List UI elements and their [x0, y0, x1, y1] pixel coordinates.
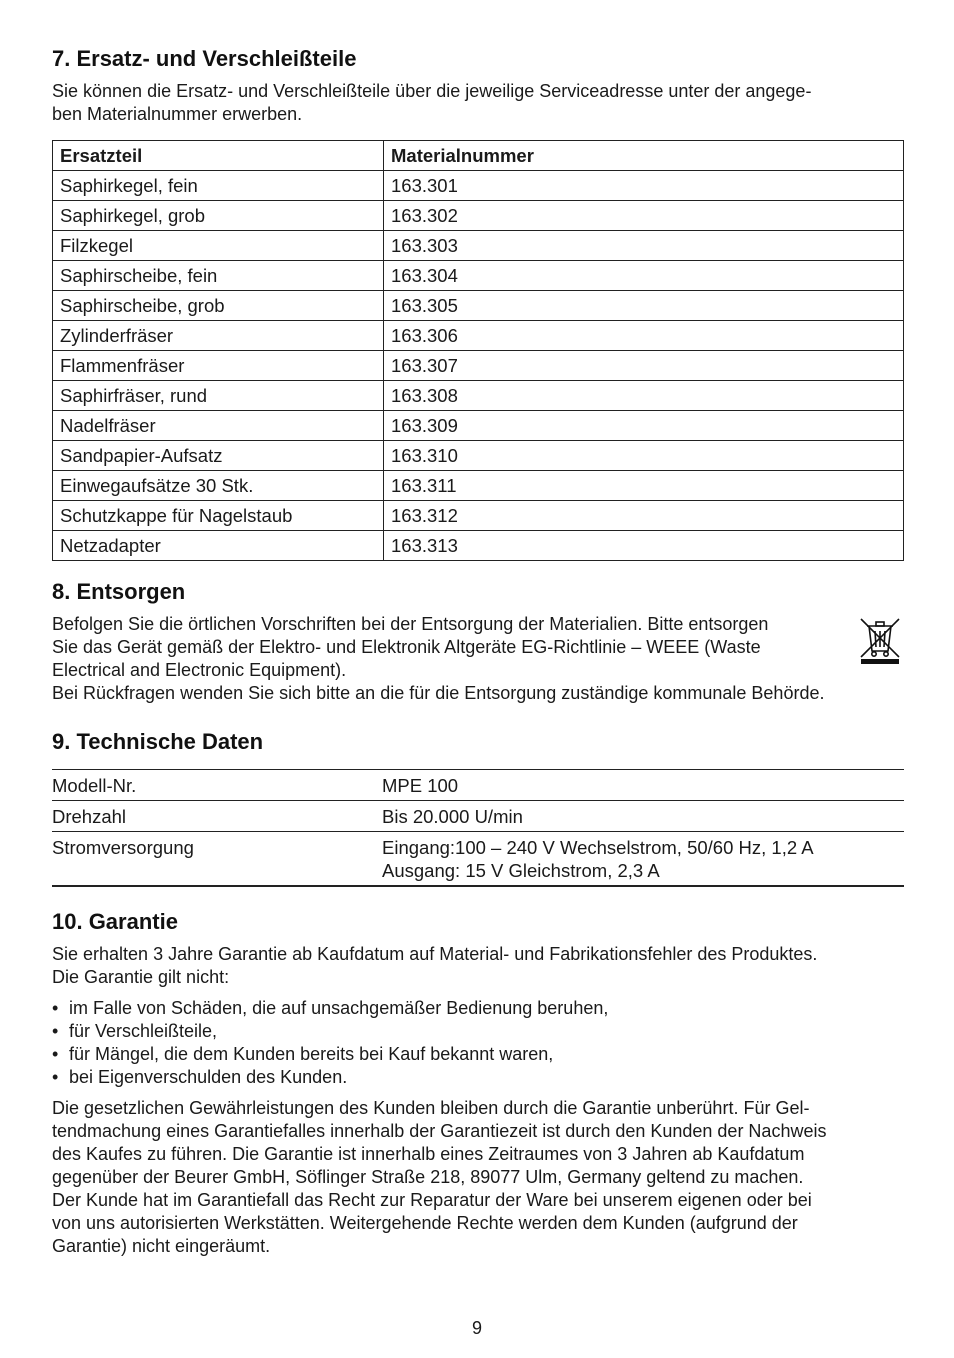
section-heading-warranty: 10. Garantie [52, 909, 178, 934]
table-row [53, 531, 904, 561]
spec-key: Modell-Nr. [52, 775, 137, 796]
cell-part: Filzkegel [53, 231, 384, 261]
warranty-paragraph [52, 1097, 904, 1258]
technical-data-table [52, 769, 904, 887]
warranty-intro-line: Die Garantie gilt nicht: [52, 967, 230, 987]
cell-part: Schutzkappe für Nagelstaub [53, 501, 384, 531]
paragraph-line: gegenüber der Beurer GmbH, Söflinger Straße 218, 89077 Ulm, Germany geltend zu machen. [52, 1167, 804, 1187]
cell-number: 163.304 [384, 261, 904, 291]
weee-crossed-bin-icon [858, 617, 902, 665]
section-technical-data [52, 727, 904, 887]
spec-value: MPE 100 [382, 775, 459, 796]
section-spare-parts [52, 44, 904, 561]
spare-parts-intro [52, 80, 904, 126]
table-row [53, 381, 904, 411]
cell-number: 163.302 [384, 201, 904, 231]
spare-parts-table [52, 140, 904, 561]
table-row [53, 351, 904, 381]
table-row [53, 471, 904, 501]
list-item: • bei Eigenverschulden des Kunden. [52, 1066, 904, 1089]
table-row [53, 441, 904, 471]
spec-value-multiline [382, 832, 904, 887]
section-disposal [52, 577, 904, 705]
paragraph-line: des Kaufes zu führen. Die Garantie ist innerhalb eines Zeitraumes von 3 Jahren ab Kaufdatum [52, 1144, 805, 1164]
cell-number: 163.303 [384, 231, 904, 261]
disposal-line: Befolgen Sie die örtlichen Vorschriften bei der Entsorgung der Materialien. Bitte entsorgen [52, 614, 769, 634]
section-heading-disposal: 8. Entsorgen [52, 579, 186, 604]
cell-part: Netzadapter [53, 531, 384, 561]
table-row [53, 501, 904, 531]
column-header-number: Materialnummer [384, 141, 904, 171]
cell-number: 163.307 [384, 351, 904, 381]
spec-value-output: Ausgang: 15 V Gleichstrom, 2,3 A [382, 860, 660, 881]
cell-number: 163.313 [384, 531, 904, 561]
disposal-line: Sie das Gerät gemäß der Elektro- und Elektronik Altgeräte EG-Richtlinie – WEEE (Waste [52, 637, 761, 657]
cell-part: Einwegaufsätze 30 Stk. [53, 471, 384, 501]
cell-number: 163.306 [384, 321, 904, 351]
paragraph-line: von uns autorisierten Werkstätten. Weitergehende Rechte werden dem Kunden (aufgrund der [52, 1213, 798, 1233]
disposal-line: Electrical and Electronic Equipment). [52, 660, 347, 680]
table-header-row [53, 141, 904, 171]
disposal-body [52, 613, 904, 705]
table-row [53, 201, 904, 231]
paragraph-line: tendmachung eines Garantiefalles innerhalb der Garantiezeit ist durch den Kunden der Nachweis [52, 1121, 827, 1141]
warranty-exclusions-list [52, 997, 904, 1089]
cell-number: 163.310 [384, 441, 904, 471]
list-item: • für Verschleißteile, [52, 1020, 904, 1043]
table-row [52, 801, 904, 832]
table-row [53, 321, 904, 351]
table-row [52, 770, 904, 801]
cell-part: Zylinderfräser [53, 321, 384, 351]
cell-part: Nadelfräser [53, 411, 384, 441]
column-header-part: Ersatzteil [53, 141, 384, 171]
table-row [52, 832, 904, 887]
table-row [53, 231, 904, 261]
spec-value-input: Eingang:100 – 240 V Wechselstrom, 50/60 Hz, 1,2 A [382, 837, 814, 858]
warranty-intro-line: Sie erhalten 3 Jahre Garantie ab Kaufdatum auf Material- und Fabrikationsfehler des Produktes. [52, 944, 818, 964]
paragraph-line: Die gesetzlichen Gewährleistungen des Kunden bleiben durch die Garantie unberührt. Für Gel- [52, 1098, 810, 1118]
section-warranty [52, 907, 904, 1258]
list-item: • im Falle von Schäden, die auf unsachgemäßer Bedienung beruhen, [52, 997, 904, 1020]
spec-value: Bis 20.000 U/min [382, 806, 523, 827]
intro-line: Sie können die Ersatz- und Verschleißteile über die jeweilige Serviceadresse unter der angege- [52, 81, 812, 101]
table-row [53, 171, 904, 201]
disposal-line: Bei Rückfragen wenden Sie sich bitte an die für die Entsorgung zuständige kommunale Behörde. [52, 683, 825, 703]
table-row [53, 261, 904, 291]
page-content [52, 44, 904, 1258]
page-number: 9 [471, 1318, 482, 1338]
cell-part: Saphirscheibe, grob [53, 291, 384, 321]
cell-number: 163.305 [384, 291, 904, 321]
cell-number: 163.308 [384, 381, 904, 411]
cell-part: Saphirscheibe, fein [53, 261, 384, 291]
cell-number: 163.312 [384, 501, 904, 531]
cell-part: Sandpapier-Aufsatz [53, 441, 384, 471]
cell-part: Saphirkegel, fein [53, 171, 384, 201]
paragraph-line: Garantie) nicht eingeräumt. [52, 1236, 271, 1256]
section-heading-spare-parts: 7. Ersatz- und Verschleißteile [52, 46, 357, 71]
list-item: • für Mängel, die dem Kunden bereits bei Kauf bekannt waren, [52, 1043, 904, 1066]
cell-part: Saphirfräser, rund [53, 381, 384, 411]
cell-number: 163.311 [384, 471, 904, 501]
cell-number: 163.309 [384, 411, 904, 441]
table-row [53, 411, 904, 441]
cell-number: 163.301 [384, 171, 904, 201]
section-heading-technical-data: 9. Technische Daten [52, 729, 264, 754]
spec-key: Stromversorgung [52, 837, 194, 858]
cell-part: Saphirkegel, grob [53, 201, 384, 231]
cell-part: Flammenfräser [53, 351, 384, 381]
intro-line: ben Materialnummer erwerben. [52, 104, 303, 124]
paragraph-line: Der Kunde hat im Garantiefall das Recht zur Reparatur der Ware bei unserem eigenen oder bei [52, 1190, 812, 1210]
spec-key: Drehzahl [52, 806, 127, 827]
table-row [53, 291, 904, 321]
